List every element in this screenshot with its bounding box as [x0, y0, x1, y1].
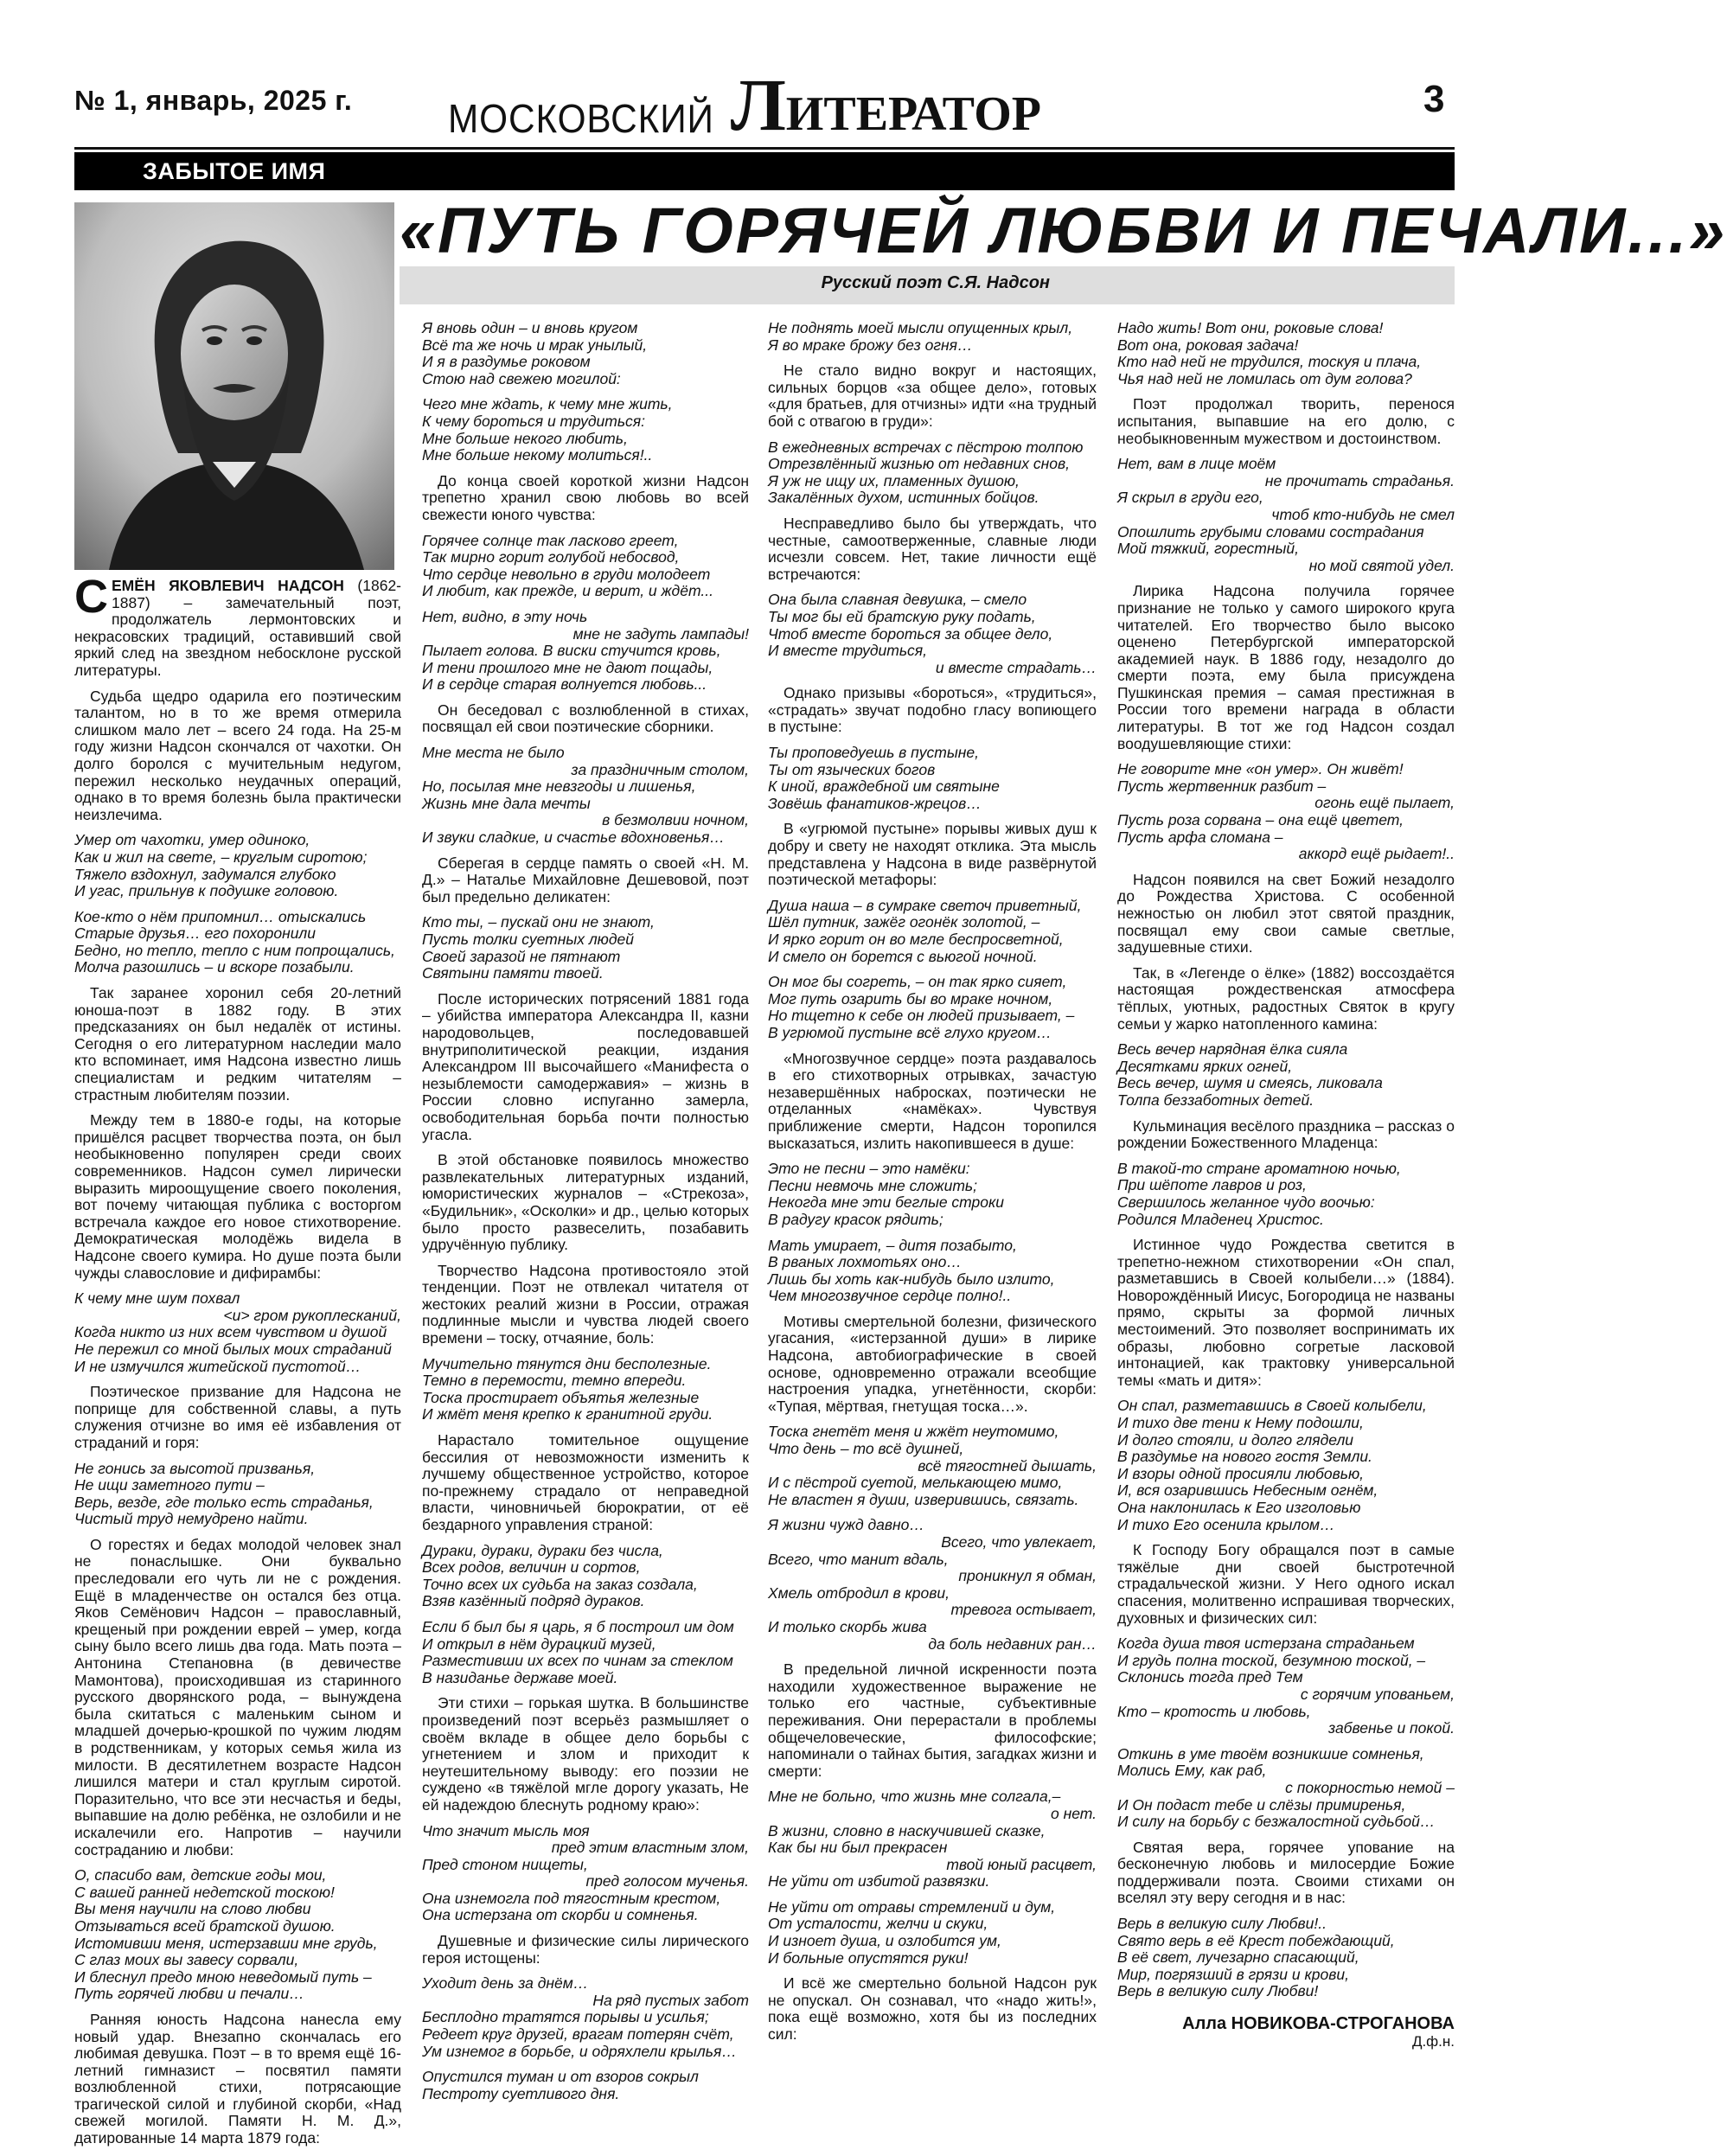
paragraph: Истинное чудо Рождества светится в трепетно-нежном стихотворении «Он спал, разметавшись в Своей колыбели…» (1884). Новорождённый Иисус, Богородица не названы прямо, скрыты за формой личных местоимений. Это позволяет воспринимать их образы, любовно согретые ласковой интонацией, как трактовку универсальной темы «мать и дитя»:	[1117, 1236, 1455, 1389]
verse-line: Горячее солнце так ласково греет,	[422, 531, 679, 549]
paragraph: Эти стихи – горькая шутка. В большинстве произведений поэт всерьёз размышляет о своём вкладе в общее дело борьбы с угнетением и злом и приходит к неутешительному выводу: его поэзии не суждено «в тяжёлой мгле дорогу указать, Не ей надеждою блеснуть родному краю»:	[422, 1694, 749, 1814]
verse-line: Не гонись за высотой призванья,	[74, 1459, 316, 1477]
verse-line: В назиданье державе моей.	[422, 1668, 618, 1686]
verse-lines	[768, 592, 1097, 659]
article-column-3	[768, 320, 1097, 2052]
verse	[768, 592, 1097, 676]
verse-line: аккорд ещё рыдает!..	[1298, 845, 1455, 863]
verse-line: Но тщетно к себе он людей призывает, –	[768, 1007, 1075, 1025]
verse-line: <u> гром рукоплесканий,	[223, 1306, 401, 1324]
verse-line: Надо жить! Вот они, роковые слова!	[1117, 319, 1384, 336]
verse-line: Что значит мысль моя	[422, 1821, 590, 1839]
paragraph: В «угрюмой пустыне» порывы живых душ к добру и свету не находят отклика. Эта мысль представлена у Надсона в виде развёрнутой поэтической метафоры:	[768, 820, 1097, 889]
verse-line: Мне больше некому молиться!..	[422, 446, 653, 464]
lead-paragraph	[74, 571, 402, 680]
verse-line: Закалённых духом, истинных бойцов.	[768, 489, 1039, 507]
verse-line: Пред стоном нищеты,	[422, 1855, 588, 1873]
paragraph: Ранняя юность Надсона нанесла ему новый удар. Внезапно скончалась его любимая девушка. Поэт – в то время ещё 16-летний гимназист – посвятил памяти возлюбленной стихи, потрясающие трагической силой и глубиной скорби, «Над свежей могилой. Памяти Н. М. Д.», датированные 14 марта 1879 года:	[74, 2010, 401, 2147]
verse-line: И тихо Его осенила крылом…	[1117, 1515, 1335, 1533]
issue-date: № 1, январь, 2025 г.	[74, 85, 353, 116]
verse	[1117, 320, 1455, 387]
verse-line: за праздничным столом,	[571, 760, 749, 778]
verse-line: И угас, прильнув к подушке головою.	[74, 882, 339, 900]
verse	[768, 320, 1097, 354]
verse-line: Я жизни чужд давно…	[768, 1516, 924, 1534]
verse-lines	[1117, 1635, 1455, 1686]
verse-line: Я вновь один – и вновь кругом	[422, 319, 638, 336]
verse-line: Не поднять моей мысли опущенных крыл,	[768, 319, 1073, 336]
verse-line: Ум изнемог в борьбе, и одряхлели крылья…	[422, 2042, 737, 2060]
verse-line: Лишь бы хоть как-нибудь было излито,	[768, 1270, 1055, 1288]
verse-line: проникнул я обман,	[958, 1567, 1097, 1585]
verse-line: И я в раздумье роковом	[422, 353, 591, 371]
verse-line: О, спасибо вам, детские годы мои,	[74, 1866, 327, 1884]
paragraph: Мотивы смертельной болезни, физического угасания, «истерзанной души» в лирике Надсона, автобиографические в своей основе, одновременно отражали всеобщие настроения упадка, угнетённости, скорби: «Тупая, мёртвая, гнетущая тоска…».	[768, 1312, 1097, 1415]
verse-line: И блеснул предо мною неведомый путь –	[74, 1967, 372, 1986]
verse-line: Уходит день за днём…	[422, 1974, 589, 1993]
verse-line: Умер от чахотки, умер одиноко,	[74, 831, 310, 849]
verse	[1117, 456, 1455, 574]
verse-lines	[422, 643, 749, 694]
verse-line: Верь, везде, где только есть страданья,	[74, 1493, 374, 1511]
verse-line: Она изнемогла под тягостным крестом,	[422, 1889, 721, 1907]
paragraph: В этой обстановке появилось множество развлекательных литературных изданий, юмористических журналов – «Стрекоза», «Будильник», «Осколки» и др., целью которых было просто развеселить, позабавить удручённую публику.	[422, 1151, 749, 1254]
paragraph: О горестях и бедах молодой человек знал не понаслышке. Они буквально преследовали его чуть ли не с рождения. Ещё в младенчестве он остался без отца. Яков Семёнович Надсон – православный, крещеный при рождении еврей – умер, когда сыну было всего лишь два года. Мать поэта – Антонина Степановна (в девичестве Мамонтова), происходившая из старинного русского дворянского рода, – вынуждена была скитаться с маленьким сыном и младшей дочерью-крошкой по чужим людям в родственникам, у которых семья жила из милости. В десятилетнем возрасте Надсон лишился матери и стал круглым сиротой. Поразительно, что все эти несчастья и беды, выпавшие на долю ребёнка, не озлобили и не искалечили его. Напротив – научили состраданию и любви:	[74, 1535, 401, 1859]
verse-line: Он мог бы согреть, – он так ярко сияет,	[768, 973, 1067, 991]
masthead-word-moscow: МОСКОВСКИЙ	[448, 96, 714, 141]
verse-line: Склонись тогда пред Тем	[1117, 1668, 1303, 1686]
paragraph: До конца своей короткой жизни Надсон трепетно хранил свою любовь во всей свежести юного чувства:	[422, 471, 749, 523]
verse	[768, 439, 1097, 507]
verse	[422, 396, 749, 464]
author-name: Алла НОВИКОВА-СТРОГАНОВА	[1182, 2014, 1455, 2034]
verse	[1117, 761, 1455, 863]
verse	[1117, 1398, 1455, 1533]
verse	[422, 1823, 749, 1925]
paragraph: Несправедливо было бы утверждать, что честные, самоотверженные, славные люди исчезли совсем. Нет, такие личности ещё встречаются:	[768, 514, 1097, 583]
paragraph: Судьба щедро одарила его поэтическим талантом, но в то же время отмерила слишком мало лет – всего 24 года. На 25-м году жизни Надсон скончался от чахотки. Он долго боролся с мучительным недугом, пережил несколько неудачных операций, однако в то время болезнь была практически неизлечима.	[74, 687, 401, 823]
paragraph: Он беседовал с возлюбленной в стихах, посвящал ей свои поэтические сборники.	[422, 701, 749, 736]
verse-line: в безмолвии ночном,	[602, 811, 749, 829]
verse-lines	[1117, 524, 1455, 558]
verse-line: Кое-кто о нём припомнил… отыскались	[74, 907, 367, 925]
verse-line: С вашей ранней недетской тоскою!	[74, 1883, 335, 1901]
paragraph: Надсон появился на свет Божий незадолго до Рождества Христова. С особенной нежностью он любил этот святой праздник, посвящал ему свои самые светлые, задушевные стихи.	[1117, 870, 1455, 956]
verse	[1117, 1161, 1455, 1228]
verse-line: Вот она, роковая задача!	[1117, 336, 1299, 354]
verse-line: с покорностью немой –	[1285, 1778, 1455, 1796]
verse-line: Мне места не было	[422, 744, 565, 762]
verse	[768, 974, 1097, 1041]
verse	[768, 898, 1097, 965]
article-subtitle: Русский поэт С.Я. Надсон	[821, 273, 1050, 292]
verse-line: Мне больше некого любить,	[422, 429, 628, 447]
verse-line: Не уйти от отравы стремлений и дум,	[768, 1897, 1056, 1916]
paragraph: Творчество Надсона противостояло этой тенденции. Поэт не отвлекал читателя от жестоких реалий жизни в России, отражая подлинные мысли и чувства людей своего времени – тоску, отчаяние, боль:	[422, 1261, 749, 1347]
verse	[768, 1423, 1097, 1508]
verse-line: Опошлить грубыми словами сострадания	[1117, 522, 1424, 541]
verse-line: Святыни памяти твоей.	[422, 964, 604, 982]
paragraph: Так, в «Легенде о ёлке» (1882) воссоздаётся настоящая рождественская атмосфера тёплых, уютных, радостных Святок в кругу семьи у жарко натопленного камина:	[1117, 963, 1455, 1033]
verse-line: и вместе страдать…	[935, 658, 1097, 676]
verse-line: Тяжело вздохнул, задумался глубоко	[74, 865, 336, 883]
portrait-photo	[74, 202, 394, 570]
verse-line: Кто ты, – пускай они не знают,	[422, 913, 655, 931]
verse	[768, 745, 1097, 812]
header-rule	[74, 147, 1455, 150]
verse-line: Он спал, разметавшись в Своей колыбели,	[1117, 1397, 1427, 1415]
verse	[768, 1161, 1097, 1228]
verse-line: Пусть толки суетных людей	[422, 931, 634, 948]
verse-line: И открыл в нём дурацкий музей,	[422, 1635, 656, 1653]
masthead	[448, 63, 1041, 146]
paragraph: Однако призывы «бороться», «трудиться», «страдать» звучат подобно гласу вопиющего в пустыне:	[768, 684, 1097, 736]
verse-line: Не говорите мне «он умер». Он живёт!	[1117, 760, 1404, 778]
verse-line: Весь вечер, шумя и смеясь, ликовала	[1117, 1074, 1383, 1092]
verse-line: Всего, что увлекает,	[941, 1533, 1097, 1551]
verse-line: Как бы ни был прекрасен	[768, 1839, 948, 1857]
verse	[422, 1619, 749, 1686]
verse-line: пред голосом мученья.	[585, 1872, 749, 1890]
verse-line: Пусть арфа сломана –	[1117, 828, 1283, 846]
verse	[422, 914, 749, 982]
verse-line: огонь ещё пылает,	[1314, 794, 1455, 812]
verse-lines	[768, 1823, 1097, 1857]
verse-line: Чтоб вместе бороться за общее дело,	[768, 624, 1053, 643]
paragraph: Так заранее хоронил себя 20-летний юноша-поэт в 1882 году. В этих предсказаниях он был недалёк от истины. Сегодня о его литературном наследии мало кто вспоминает, имя Надсона известно лишь специалистам и редким читателям – страстным любителям поэзии.	[74, 984, 401, 1104]
verse-line: Молча разошлись – и вскоре позабыли.	[74, 958, 355, 976]
masthead-initial: Л	[730, 63, 786, 146]
verse-line: Зовёшь фанатиков-жрецов…	[768, 794, 982, 812]
verse-line: Мать умирает, – дитя позабыто,	[768, 1236, 1017, 1254]
verse-lines	[768, 1475, 1097, 1508]
verse-line: мне не задуть лампады!	[572, 624, 749, 643]
verse-line: И звуки сладкие, и счастье вдохновенья…	[422, 828, 725, 847]
verse-line: Кто над ней не трудился, тоскуя и плача,	[1117, 353, 1422, 371]
verse	[1117, 1635, 1455, 1737]
verse	[422, 1543, 749, 1610]
verse-line: Всех родов, величин и сортов,	[422, 1558, 641, 1577]
verse-line: Молись Ему, как раб,	[1117, 1762, 1267, 1780]
verse-line: Пусть жертвенник разбит –	[1117, 777, 1327, 795]
verse-lines	[1117, 1797, 1455, 1831]
verse-line: Толпа беззаботных детей.	[1117, 1091, 1314, 1109]
verse-line: твой юный расцвет,	[946, 1855, 1097, 1873]
verse-line: Мог путь озарить бы во мраке ночном,	[768, 989, 1053, 1008]
verse-line: Темно в перемости, темно впереди.	[422, 1372, 687, 1390]
verse-line: Отрезвлённый жизнью от недавних снов,	[768, 455, 1071, 473]
masthead-word-literator	[730, 63, 1041, 146]
verse-line: Взяв казённый подряд дураков.	[422, 1592, 645, 1610]
verse-lines	[422, 778, 749, 812]
verse-line: Это не песни – это намёки:	[768, 1160, 970, 1178]
verse-line: И только скорбь жива	[768, 1617, 927, 1635]
verse-line: Свершилось желанное чудо воочью:	[1117, 1193, 1375, 1211]
verse-line: Родился Младенец Христос.	[1117, 1210, 1324, 1228]
verse-lines	[422, 1890, 749, 1924]
verse-line: Бедно, но тепло, тепло с ним попрощались,	[74, 941, 395, 959]
verse-line: Так мирно горит голубой небосвод,	[422, 548, 680, 566]
verse-line: Мир, погрязший в грязи и крови,	[1117, 1965, 1349, 1983]
verse	[1117, 1041, 1455, 1109]
verse-line: Своей заразой не пятнают	[422, 947, 621, 965]
verse-line: Бесплодно тратятся порывы и усилья;	[422, 2008, 709, 2026]
verse	[422, 320, 749, 387]
verse-line: Пусть роза сорвана – она ещё цветет,	[1117, 811, 1404, 829]
verse-line: Когда никто из них всем чувством и душой	[74, 1323, 387, 1341]
verse-line: При шёпоте лавров и роз,	[1117, 1176, 1307, 1194]
paragraph: Душевные и физические силы лирического героя истощены:	[422, 1932, 749, 1967]
verse-line: Чистый труд немудрено найти.	[74, 1510, 309, 1528]
verse-line: Она была славная девушка, – смело	[768, 591, 1027, 609]
verse	[422, 1356, 749, 1423]
verse-line: Всего, что манит вдаль,	[768, 1550, 949, 1568]
masthead-word-rest: ИТЕРАТОР	[785, 87, 1041, 141]
verse-line: В жизни, словно в наскучившей сказке,	[768, 1821, 1046, 1839]
verse-line: Мне не больно, что жизнь мне солгала,–	[768, 1788, 1061, 1806]
verse	[1117, 1916, 1455, 2000]
verse-line: Редеет круг друзей, врагам потерян счёт,	[422, 2025, 734, 2044]
verse	[422, 533, 749, 600]
verse-line: Чем многозвучное сердце полно!..	[768, 1287, 1012, 1305]
verse-line: Вы меня научили на слово любви	[74, 1900, 311, 1918]
verse-line: Тоска простирает объятья железные	[422, 1388, 700, 1406]
verse-line: И грудь полна тоской, безумною тоской, –	[1117, 1651, 1426, 1669]
verse-line: В рваных лохмотьях оно…	[768, 1253, 962, 1271]
verse-line: И смело он борется с вьюгой ночной.	[768, 947, 1038, 965]
verse-line: Душа наша – в сумраке светоч приветный,	[768, 896, 1082, 914]
verse-line: Чего мне ждать, к чему мне жить,	[422, 395, 673, 413]
verse-line: да боль недавних ран…	[928, 1635, 1097, 1653]
verse	[74, 832, 401, 899]
verse	[74, 909, 401, 976]
verse-line: Что сердце невольно в груди молодеет	[422, 565, 711, 583]
verse	[768, 1899, 1097, 1967]
verse	[422, 609, 749, 694]
verse-line: И изноет душа, и озлобится ум,	[768, 1932, 1001, 1950]
verse	[768, 1238, 1097, 1305]
verse-line: Верь в великую силу Любви!..	[1117, 1915, 1327, 1933]
verse	[1117, 1746, 1455, 1831]
verse-line: В раздумье на нового гостя Земли.	[1117, 1448, 1372, 1466]
verse-line: И Он подаст тебе и слёзы примиренья,	[1117, 1795, 1406, 1814]
verse-line: Весь вечер нарядная ёлка сияла	[1117, 1040, 1348, 1059]
verse-line: Ты проповедуешь в пустыне,	[768, 744, 979, 762]
verse-line: В ежедневных встречах с пёстрою толпою	[768, 438, 1084, 456]
verse-line: И вместе трудиться,	[768, 642, 928, 660]
verse-line: Не властен я души, изверившись, связать.	[768, 1490, 1079, 1508]
verse	[74, 1290, 401, 1375]
verse-line: И взоры одной просияли любовью,	[1117, 1464, 1364, 1482]
verse-line: Ты мог бы ей братскую руку подать,	[768, 607, 1036, 625]
author-degree: Д.ф.н.	[1411, 2032, 1455, 2050]
rubric-title: ЗАБЫТОЕ ИМЯ	[143, 158, 326, 184]
verse-line: Верь в великую силу Любви!	[1117, 1982, 1319, 2000]
verse-line: Не уйти от избитой развязки.	[768, 1872, 990, 1890]
verse-lines	[768, 1423, 1097, 1457]
article-column-4	[1117, 320, 1455, 2050]
verse-line: И не измучился житейской пустотой…	[74, 1357, 361, 1375]
article-column-2	[422, 320, 749, 2111]
verse-line: Всё та же ночь и мрак унылый,	[422, 336, 648, 354]
verse-line: Не ищи заметного пути –	[74, 1476, 265, 1494]
verse-line: Мой тяжкий, горестный,	[1117, 540, 1299, 558]
verse-line: Свято верь в её Крест побеждающий,	[1117, 1931, 1395, 1949]
verse-line: И, вся озарившись Небесным огнём,	[1117, 1481, 1378, 1500]
verse-line: В угрюмой пустыне всё глухо кругом…	[768, 1023, 1052, 1041]
verse-line: К чему мне шум похвал	[74, 1289, 240, 1308]
page-number: 3	[1423, 78, 1445, 120]
verse-lines	[1117, 812, 1455, 846]
verse-lines	[422, 2009, 749, 2060]
verse-line: Кто – кротость и любовь,	[1117, 1702, 1311, 1720]
verse	[768, 1788, 1097, 1890]
verse-line: Что день – то всё душней,	[768, 1440, 964, 1458]
verse-line: И долго стояли, и долго глядели	[1117, 1430, 1354, 1449]
verse-line: Точно всех их судьба на заказ создала,	[422, 1575, 698, 1593]
article-column-1	[74, 571, 402, 2156]
verse-line: С глаз моих вы завесу сорвали,	[74, 1951, 299, 1969]
verse-line: Чья над ней не ломилась от дум голова?	[1117, 369, 1412, 387]
verse-line: И жмёт меня крепко к гранитной груди.	[422, 1405, 713, 1423]
verse-line: всё тягостней дышать,	[918, 1456, 1097, 1475]
paragraph: Поэт продолжал творить, перенося испытания, выпавшие на его долю, с необыкновенным мужеством и достоинством.	[1117, 395, 1455, 447]
paragraph: После исторических потрясений 1881 года – убийства императора Александра II, казни народовольцев, последовавшей внутриполитической реакции, издания Александром III высочайшего «Манифеста о незыблемости самодержавия» – жизнь в России словно испуганно замерла, освободительная борьба почти полностью угасла.	[422, 989, 749, 1143]
lead-name: ЕМЁН ЯКОВЛЕВИЧ НАДСОН	[112, 577, 344, 594]
verse-line: Отзываться всей братской душою.	[74, 1916, 336, 1935]
verse-line: Стою над свежею могилой:	[422, 369, 621, 387]
paragraph: Между тем в 1880-е годы, на которые пришёлся расцвет творчества поэта, он был необыкновенно популярен среди своих современников. Надсон сумел лирически выразить мироощущение своего поколения, вот почему читающая публика с восторгом встречала каждое его новое стихотворение. Демократическая молодёжь видела в Надсоне своего кумира. Но душе поэта были чужды славословие и дифирамбы:	[74, 1111, 401, 1282]
verse-line: Я во мраке брожу без огня…	[768, 336, 973, 354]
verse-line: Истомивши меня, истерзавши мне грудь,	[74, 1934, 378, 1952]
verse-line: И ярко горит он во мгле беспросветной,	[768, 931, 1064, 948]
paragraph: В предельной личной искренности поэта находили художественное выражение не только его частные, субъективные переживания. Они перерастали в проблемы общечеловеческие, философские; напоминали о тайнах бытия, загадках жизни и смерти:	[768, 1660, 1097, 1780]
verse-line: Когда душа твоя истерзана страданьем	[1117, 1635, 1415, 1653]
verse-line: К чему бороться и трудиться:	[422, 412, 645, 430]
verse-line: Она истерзана от скорби и сомненья.	[422, 1906, 699, 1924]
verse-line: И в сердце старая волнуется любовь...	[422, 675, 707, 694]
verse-line: Жизнь мне дала мечты	[422, 794, 591, 812]
verse-line: Она наклонилась к Его изголовью	[1117, 1499, 1361, 1516]
paragraph: Нарастало томительное ощущение бессилия от невозможности изменить к лучшему общественное устройство, которое по-прежнему страдало от неправедной власти, чиновничьей бюрократии, от её бездарного управления страной:	[422, 1431, 749, 1533]
paragraph: Святая вера, горячее упование на бесконечную любовь и милосердие Божие поддерживали поэта. Своими стихами он вселял эту веру сегодня и в нас:	[1117, 1838, 1455, 1907]
verse-line: тревога остывает,	[950, 1601, 1097, 1619]
verse-line: К иной, враждебной им святыне	[768, 777, 1000, 796]
verse-line: В её свет, лучезарно спасающий,	[1117, 1948, 1359, 1967]
verse-line: И с пёстрой суетой, мелькающею мимо,	[768, 1474, 1063, 1492]
verse-line: Но, посылая мне невзгоды и лишенья,	[422, 777, 696, 796]
paragraph: «Многозвучное сердце» поэта раздавалось в его стихотворных отрывках, зачастую незавершённых набросках, поэтически не отделанных «намёках». Чувствуя приближение смерти, Надсон торопился высказаться, излить накопившееся в душе:	[768, 1049, 1097, 1152]
paragraph: И всё же смертельно больной Надсон рук не опускал. Он сознавал, что «надо жить!», пока ещё возможно, хотя бы из последних сил:	[768, 1974, 1097, 2044]
verse-lines	[1117, 1746, 1455, 1780]
verse-line: Десятками ярких огней,	[1117, 1057, 1293, 1075]
verse-line: Дураки, дураки, дураки без числа,	[422, 1541, 663, 1559]
verse	[74, 1461, 401, 1528]
verse-line: Некогда мне эти беглые строки	[768, 1193, 1005, 1212]
verse-line: пред этим властным злом,	[551, 1839, 749, 1857]
verse-line: Ты от языческих богов	[768, 760, 936, 778]
verse-line: Старые друзья… его похоронили	[74, 924, 317, 943]
verse-line: Как и жил на свете, – круглым сиротою;	[74, 848, 368, 866]
verse	[422, 2069, 749, 2102]
verse-line: не прочитать страданья.	[1264, 471, 1455, 489]
verse-line: чтоб кто-нибудь не смел	[1271, 505, 1455, 523]
article-headline: «ПУТЬ ГОРЯЧЕЙ ЛЮБВИ И ПЕЧАЛИ...»	[400, 195, 1727, 266]
verse-line: Путь горячей любви и печали…	[74, 1985, 304, 2003]
verse-line: Пылает голова. В виски стучится кровь,	[422, 642, 721, 660]
paragraph: К Господу Богу обращался поэт в самые тяжёлые дни своей быстротечной страдальческой жизни. У Него одного искал спасения, молитвенно испрашивая творческих, духовных и физических сил:	[1117, 1541, 1455, 1627]
verse-line: Нет, видно, в эту ночь	[422, 607, 588, 625]
verse-line: Разместивши их всех по чинам за стеклом	[422, 1652, 733, 1670]
paragraph: Поэтическое призвание для Надсона не поприще для собственной славы, а путь служения отчизне во имя её избавления от страданий и горя:	[74, 1383, 401, 1451]
verse-line: В радугу красок рядить;	[768, 1210, 943, 1228]
verse-line: И силу на борьбу с безжалостной судьбой…	[1117, 1813, 1436, 1831]
verse	[768, 1517, 1097, 1653]
verse-line: Не пережил со мной былых моих страданий	[74, 1340, 392, 1358]
verse-line: Хмель отбродил в крови,	[768, 1583, 950, 1602]
verse-line: Пестроту суетливого дня.	[422, 2084, 620, 2102]
verse-line: Откинь в уме твоём возникшие сомненья,	[1117, 1744, 1424, 1763]
verse-line: Опустился туман и от взоров сокрыл	[422, 2068, 699, 2086]
verse-line: И больные опустятся руки!	[768, 1948, 969, 1967]
paragraph: Не стало видно вокруг и настоящих, сильных борцов «за общее дело», готовых «для братьев, для отчизны» идти «на трудный бой с отвагою в груди»:	[768, 361, 1097, 430]
paragraph: Сберегая в сердце память о своей «Н. М. Д.» – Наталье Михайловне Дешевовой, поэт был предельно деликатен:	[422, 854, 749, 905]
paragraph: Кульминация весёлого праздника – рассказ о рождении Божественного Младенца:	[1117, 1116, 1455, 1152]
drop-cap: С	[74, 571, 108, 623]
verse-line: Тоска гнетёт меня и жжёт неутомимо,	[768, 1423, 1059, 1441]
paragraph: Лирика Надсона получила горячее признание не только у самого широкого круга читателей. Его творчество было высоко оценено Петербургской императорской академией наук. В 1886 году, незадолго до смерти поэта, ему была присуждена Пушкинская премия – самая престижная в России того времени награда в области литературы. В тот же год Надсон создал воодушевляющие стихи:	[1117, 582, 1455, 752]
verse-line: И тени прошлого мне не дают пощады,	[422, 658, 713, 676]
verse-line: Шёл путник, зажёг огонёк золотой, –	[768, 913, 1040, 931]
verse-line: На ряд пустых забот	[592, 1991, 749, 2009]
verse-line: Песни невмочь мне сложить;	[768, 1176, 977, 1194]
verse	[74, 1867, 401, 2003]
verse-line: В такой-то стране ароматною ночью,	[1117, 1159, 1401, 1177]
verse-line: о нет.	[1050, 1804, 1097, 1822]
verse-line: но мой святой удел.	[1308, 556, 1455, 574]
lead-text: (1862-1887) – замечательный поэт, продолжатель лермонтовских и некрасовских традиций, оставивший свой яркий след на звездном небосклоне русской литературы.	[74, 577, 402, 679]
verse-line: Мучительно тянутся дни бесполезные.	[422, 1354, 712, 1372]
verse-line: И тихо две тени к Нему подошли,	[1117, 1414, 1364, 1432]
verse	[422, 1975, 749, 2060]
verse	[422, 745, 749, 847]
verse-line: с горячим упованьем,	[1300, 1685, 1455, 1703]
verse-line: Нет, вам в лице моём	[1117, 455, 1276, 473]
verse-line: Если б был бы я царь, я б построил им дом	[422, 1617, 734, 1635]
verse-lines	[1117, 761, 1455, 795]
verse-line: Я уж не ищу их, пламенных душою,	[768, 471, 1020, 489]
verse-line: И любит, как прежде, и верит, и ждёт...	[422, 582, 713, 600]
verse-line: забвенье и покой.	[1328, 1719, 1455, 1737]
verse-line: От усталости, желчи и скуки,	[768, 1915, 988, 1933]
verse-line: Я скрыл в груди его,	[1117, 489, 1263, 507]
